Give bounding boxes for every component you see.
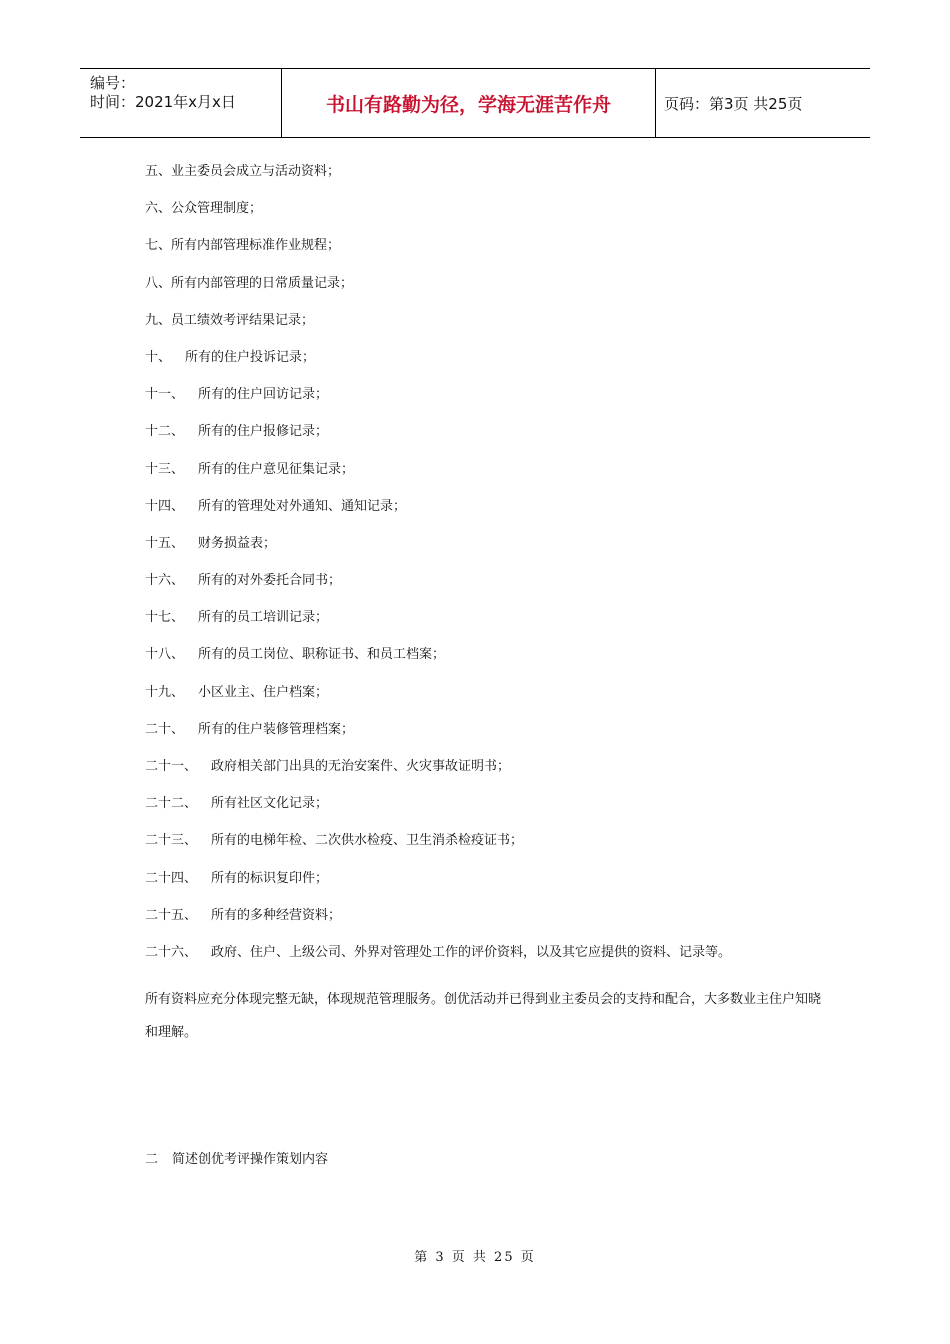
list-item: 八、所有内部管理的日常质量记录； [145,275,354,291]
list-item [145,571,845,608]
list-item [145,720,845,757]
list-item: 七、所有内部管理标准作业规程； [145,238,341,254]
item-number: 十九、 [145,684,185,700]
item-number: 二十四、 [145,870,198,886]
list-item [145,534,845,571]
item-text: 所有的电梯年检、二次供水检疫、卫生消杀检疫证书； [211,833,524,849]
list-item [145,422,845,459]
number-label: 编号： [90,74,136,92]
list-item [145,757,845,794]
list-item: 九、员工绩效考评结果记录； [145,312,315,328]
item-text: 所有的住户装修管理档案； [198,721,355,737]
list-item [145,348,845,385]
list-item: 六、公众管理制度； [145,201,263,217]
item-text: 所有的住户报修记录； [198,424,329,440]
list-item [145,645,845,682]
item-number: 十四、 [145,498,185,514]
item-number: 二十一、 [145,759,198,774]
item-number: 二十二、 [145,796,198,812]
item-text: 政府、住户、上级公司、外界对管理处工作的评价资料，以及其它应提供的资料、记录等。 [211,944,732,960]
time-label: 时间：2021年x月x日 [90,93,236,111]
item-text: 所有的住户回访记录； [198,387,329,403]
list-item: 五、业主委员会成立与活动资料； [145,164,341,179]
item-text: 所有的管理处对外通知、通知记录； [198,498,407,514]
item-number: 十二、 [145,424,185,440]
item-number: 十三、 [145,461,185,477]
item-number: 二十三、 [145,833,198,849]
list-item [145,943,845,980]
item-number: 二十、 [145,721,185,737]
item-text: 所有的员工岗位、职称证书、和员工档案； [198,647,446,663]
item-text: 政府相关部门出具的无治安案件、火灾事故证明书； [211,759,511,774]
header-motto: 书山有路勤为径，学海无涯苦作舟 [325,93,611,116]
item-text: 财务损益表； [198,535,277,551]
item-text: 所有社区文化记录； [211,796,329,812]
list-item [145,460,845,497]
header-page-label: 页码：第3页 共25页 [664,94,803,113]
page-header [80,68,870,138]
section-heading [145,1148,328,1167]
item-text: 所有的对外委托合同书； [198,573,342,589]
item-number: 十七、 [145,610,185,626]
header-divider [655,69,656,137]
list-item [145,831,845,868]
item-text: 所有的员工培训记录； [198,610,329,626]
section-title: 简述创优考评操作策划内容 [172,1152,329,1167]
header-meta [80,69,280,137]
document-list [145,162,845,980]
list-item [145,683,845,720]
item-text: 所有的多种经营资料； [211,907,342,923]
list-item [145,608,845,645]
item-text: 所有的住户意见征集记录； [198,461,355,477]
list-item [145,906,845,943]
list-item [145,869,845,906]
list-item [145,794,845,831]
item-number: 十、 [145,349,172,365]
item-text: 所有的住户投诉记录； [185,349,316,365]
item-number: 二十五、 [145,907,198,923]
page-footer: 第 3 页 共 25 页 [414,1250,536,1265]
item-number: 十五、 [145,535,185,551]
item-text: 小区业主、住户档案； [198,684,329,700]
list-item [145,385,845,422]
section-number: 二 [145,1152,159,1167]
summary-paragraph: 所有资料应充分体现完整无缺，体现规范管理服务。创优活动并已得到业主委员会的支持和配合，大多数业主住户知晓和理解。 [145,992,822,1040]
item-number: 二十六、 [145,944,198,960]
item-number: 十一、 [145,387,185,403]
item-number: 十八、 [145,647,185,663]
list-item [145,497,845,534]
item-text: 所有的标识复印件； [211,870,329,886]
item-number: 十六、 [145,573,185,589]
